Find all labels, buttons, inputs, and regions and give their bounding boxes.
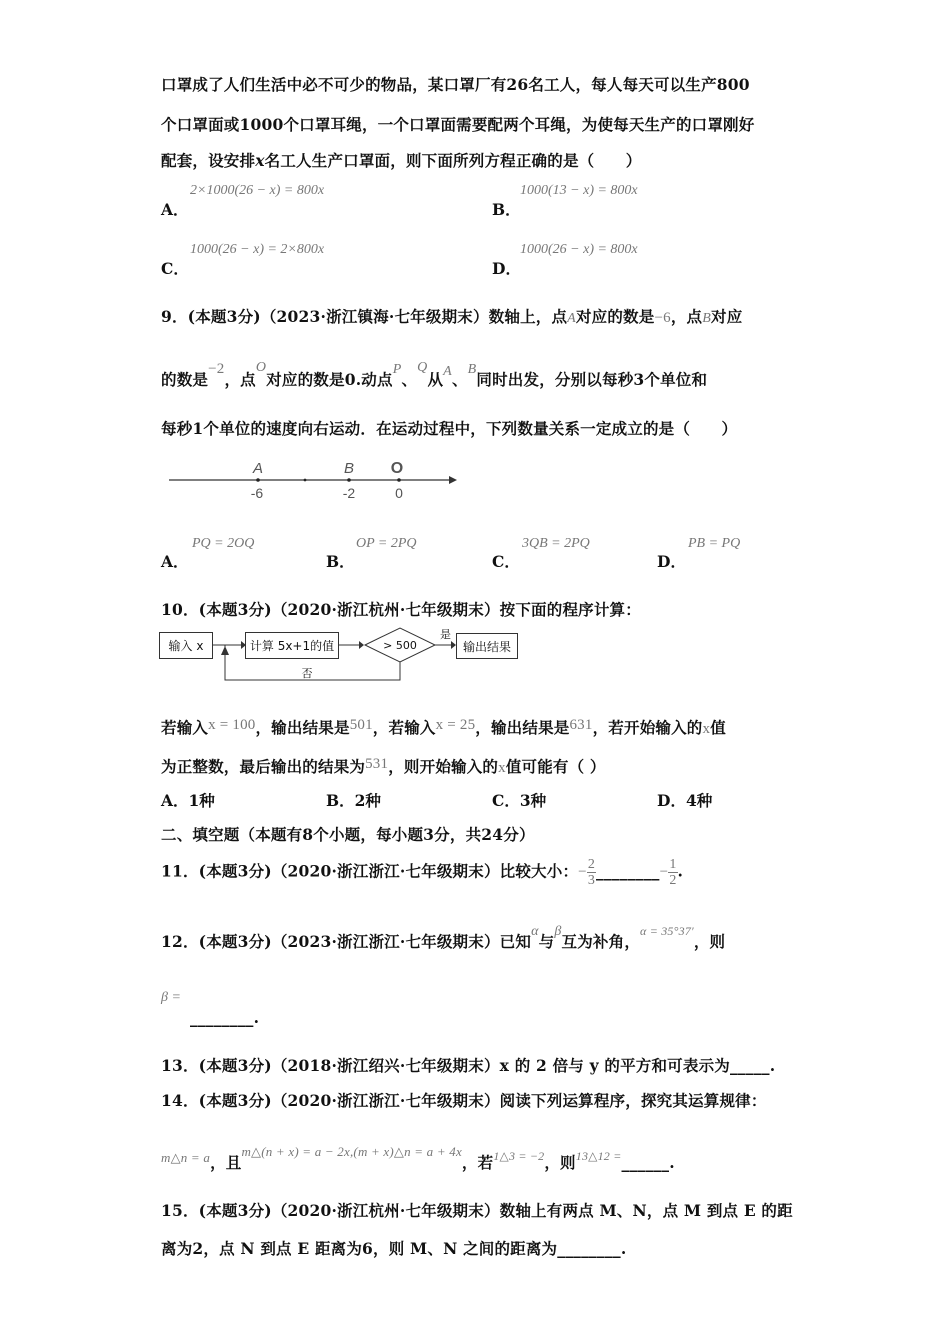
q10-option-a: A．1种 bbox=[161, 791, 215, 810]
q11-blank: ________ bbox=[596, 861, 660, 881]
q9-point-o: O bbox=[255, 360, 267, 375]
flow-calc-box: 计算 5x+1的值 bbox=[245, 632, 339, 659]
q9-value-a: −6 bbox=[654, 310, 671, 326]
q11-frac1-num: 2 bbox=[587, 857, 596, 872]
q9-option-c-label: C． bbox=[492, 552, 520, 571]
q11-line bbox=[161, 857, 683, 888]
q8-line-3b: 名工人生产口罩面，则下面所列方程正确的是（ ） bbox=[264, 151, 642, 170]
q9-line-1 bbox=[161, 305, 742, 327]
q12-answer-label: β = bbox=[161, 990, 181, 1005]
flow-decision-text: > 500 bbox=[383, 639, 417, 652]
q8-option-d-expr: 1000(26 − x) = 800x bbox=[520, 242, 638, 257]
q9-t2: ，点 bbox=[670, 307, 703, 326]
q8-option-b-label: B． bbox=[492, 200, 521, 219]
q15-line-2: 离为2，点 N 到点 E 距离为6，则 M、N 之间的距离为________. bbox=[161, 1239, 627, 1258]
flow-input-box: 输入 x bbox=[159, 632, 213, 659]
q14-t1: ，且 bbox=[210, 1153, 242, 1172]
axis-value-o: 0 bbox=[395, 485, 403, 501]
flow-arrowhead-loop-icon bbox=[221, 646, 229, 655]
q12-and: 与 bbox=[538, 932, 555, 951]
tick-dot bbox=[304, 479, 307, 482]
q10-option-d: D．4种 bbox=[657, 791, 713, 810]
q9-point-b: B bbox=[702, 311, 711, 326]
q12-t: 互为补角， bbox=[561, 932, 641, 951]
q10-output-501: 501 bbox=[349, 717, 373, 733]
q9-option-a-label: A． bbox=[161, 552, 189, 571]
q9-line2a: 的数是 bbox=[161, 370, 209, 389]
q12-beta: β bbox=[554, 924, 562, 939]
q9-point-q: Q bbox=[417, 360, 428, 375]
axis-value-b: -2 bbox=[342, 485, 356, 501]
q9-line-3: 每秒1个单位的速度向右运动．在运动过程中，下列数量关系一定成立的是（ ） bbox=[161, 419, 738, 438]
q14-t2: ，若 bbox=[461, 1153, 494, 1172]
q12-t2: ，则 bbox=[693, 932, 726, 951]
q8-option-c-expr: 1000(26 − x) = 2×800x bbox=[190, 242, 325, 257]
flow-arrowhead-2-icon bbox=[359, 641, 364, 649]
q10-input-25: x = 25 bbox=[435, 717, 476, 733]
q9-line-2 bbox=[161, 360, 708, 390]
q12-head: 12．(本题3分)（2023·浙江浙江·七年级期末）已知 bbox=[161, 932, 532, 951]
q11-frac2-sign: − bbox=[659, 864, 669, 880]
q10-option-c: C．3种 bbox=[492, 791, 547, 810]
q9-option-a-expr: PQ = 2OQ bbox=[192, 536, 255, 551]
q11-fraction-1 bbox=[587, 857, 596, 888]
q10-l1d: ，输出结果是 bbox=[475, 718, 570, 737]
q9-option-d-label: D． bbox=[657, 552, 686, 571]
q10-line-1 bbox=[161, 716, 726, 738]
q8-option-c-label: C． bbox=[161, 259, 189, 278]
q9-option-b-label: B． bbox=[326, 552, 355, 571]
q14-rule-2: m△(n + x) = a − 2x,(m + x)△n = a + 4x bbox=[241, 1144, 462, 1159]
q8-line-3a: 配套，设安排 bbox=[161, 151, 256, 170]
flow-yes-label: 是 bbox=[440, 628, 451, 641]
q10-l2a: 为正整数，最后输出的结果为 bbox=[161, 757, 366, 776]
q15-line-1: 15．(本题3分)（2020·浙江杭州·七年级期末）数轴上有两点 M、N，点 M 到点 E 的距 bbox=[161, 1201, 793, 1220]
q14-head: 14．(本题3分)（2020·浙江浙江·七年级期末）阅读下列运算程序，探究其运算规律： bbox=[161, 1091, 767, 1110]
q14-given: 1△3 = −2 bbox=[493, 1149, 545, 1163]
flow-output-box: 输出结果 bbox=[456, 633, 518, 659]
q8-var-x: x bbox=[255, 151, 265, 170]
axis-label-b: B bbox=[343, 460, 355, 477]
point-a-dot bbox=[256, 478, 260, 482]
q8-option-a-expr: 2×1000(26 − x) = 800x bbox=[190, 183, 325, 198]
q9-t3: 对应 bbox=[711, 307, 743, 326]
q9-number-line bbox=[165, 454, 460, 506]
q9-head: 9．(本题3分)（2023·浙江镇海·七年级期末）数轴上，点 bbox=[161, 307, 568, 326]
q8-option-d-label: D． bbox=[492, 259, 521, 278]
q9-option-d-expr: PB = PQ bbox=[688, 536, 741, 551]
q9-sep2: 、 bbox=[451, 370, 468, 389]
q9-point-a2: A bbox=[443, 364, 452, 379]
point-o-dot bbox=[397, 478, 401, 482]
q9-point-p: P bbox=[392, 362, 402, 377]
q9-option-c-expr: 3QB = 2PQ bbox=[522, 536, 590, 551]
q14-ask: 13△12 = bbox=[575, 1149, 622, 1163]
q9-point-b2: B bbox=[467, 362, 477, 377]
q12-alpha-value: α = 35°37′ bbox=[640, 924, 694, 938]
q13-line: 13．(本题3分)（2018·浙江绍兴·七年级期末）x 的 2 倍与 y 的平方和可表示为_____. bbox=[161, 1056, 776, 1075]
q9-line2d: 从 bbox=[427, 370, 444, 389]
q10-l1c: ，若输入 bbox=[372, 718, 436, 737]
q8-line-1: 口罩成了人们生活中必不可少的物品，某口罩厂有26名工人，每人每天可以生产800 bbox=[161, 75, 750, 94]
q9-sep1: 、 bbox=[401, 370, 418, 389]
q10-input-100: x = 100 bbox=[208, 717, 256, 733]
q9-line2b: ，点 bbox=[224, 370, 256, 389]
q11-end: . bbox=[677, 861, 684, 881]
q8-option-a-label: A． bbox=[161, 200, 189, 219]
axis-label-o: O bbox=[390, 460, 404, 477]
q9-line2e: 同时出发，分别以每秒3个单位和 bbox=[476, 370, 708, 389]
flow-loop-line bbox=[225, 645, 400, 680]
q9-value-b: −2 bbox=[208, 361, 225, 377]
q12-alpha: α bbox=[531, 924, 539, 939]
q8-line-3 bbox=[161, 149, 641, 171]
q10-l1a: 若输入 bbox=[161, 718, 209, 737]
q10-l2b: ，则开始输入的 bbox=[388, 757, 499, 776]
q14-line-2 bbox=[161, 1144, 675, 1173]
q9-line2c: 对应的数是0.动点 bbox=[266, 370, 393, 389]
number-line-arrow-icon bbox=[449, 476, 457, 484]
flow-arrowhead-yes-icon bbox=[451, 641, 456, 649]
q10-l1e: ，若开始输入的 bbox=[592, 718, 703, 737]
q10-output-631: 631 bbox=[569, 717, 593, 733]
axis-label-a: A bbox=[252, 460, 264, 477]
flow-arrowhead-1-icon bbox=[241, 641, 246, 649]
q8-option-b-expr: 1000(13 − x) = 800x bbox=[520, 183, 638, 198]
flow-no-label: 否 bbox=[301, 667, 313, 680]
q11-fraction-2 bbox=[668, 857, 677, 888]
q11-frac2-den: 2 bbox=[669, 873, 677, 888]
axis-value-a: -6 bbox=[250, 485, 264, 501]
q10-option-b: B．2种 bbox=[326, 791, 381, 810]
q10-l1b: ，输出结果是 bbox=[255, 718, 350, 737]
q10-var-x1: x bbox=[702, 721, 711, 737]
q10-output-531: 531 bbox=[365, 756, 389, 772]
q10-line-2 bbox=[161, 755, 606, 777]
section-2-heading: 二、填空题（本题有8个小题，每小题3分，共24分） bbox=[161, 825, 535, 844]
q11-frac1-den: 3 bbox=[587, 873, 596, 888]
q10-head: 10．(本题3分)（2020·浙江杭州·七年级期末）按下面的程序计算： bbox=[161, 600, 641, 619]
q11-head: 11．(本题3分)（2020·浙江浙江·七年级期末）比较大小： bbox=[161, 861, 579, 881]
q9-t1: 对应的数是 bbox=[575, 307, 655, 326]
flow-chart-lines bbox=[150, 620, 530, 685]
q10-l1f: 值 bbox=[710, 718, 726, 737]
q10-var-x2: x bbox=[498, 760, 506, 776]
q12-answer-blank: ________. bbox=[190, 1008, 260, 1027]
q11-frac1-sign: − bbox=[578, 864, 587, 880]
q12-line bbox=[161, 924, 726, 952]
q9-option-b-expr: OP = 2PQ bbox=[356, 536, 417, 551]
q14-rule-1: m△n = a bbox=[161, 1150, 211, 1165]
q14-blank: ______. bbox=[621, 1153, 675, 1172]
point-b-dot bbox=[347, 478, 351, 482]
q10-l2c: 值可能有（ ） bbox=[505, 757, 606, 776]
q11-frac2-num: 1 bbox=[669, 857, 677, 872]
q9-point-a: A bbox=[567, 311, 576, 326]
q8-line-2: 个口罩面或1000个口罩耳绳，一个口罩面需要配两个耳绳，为使每天生产的口罩刚好 bbox=[161, 115, 755, 134]
q14-t3: ，则 bbox=[544, 1153, 576, 1172]
